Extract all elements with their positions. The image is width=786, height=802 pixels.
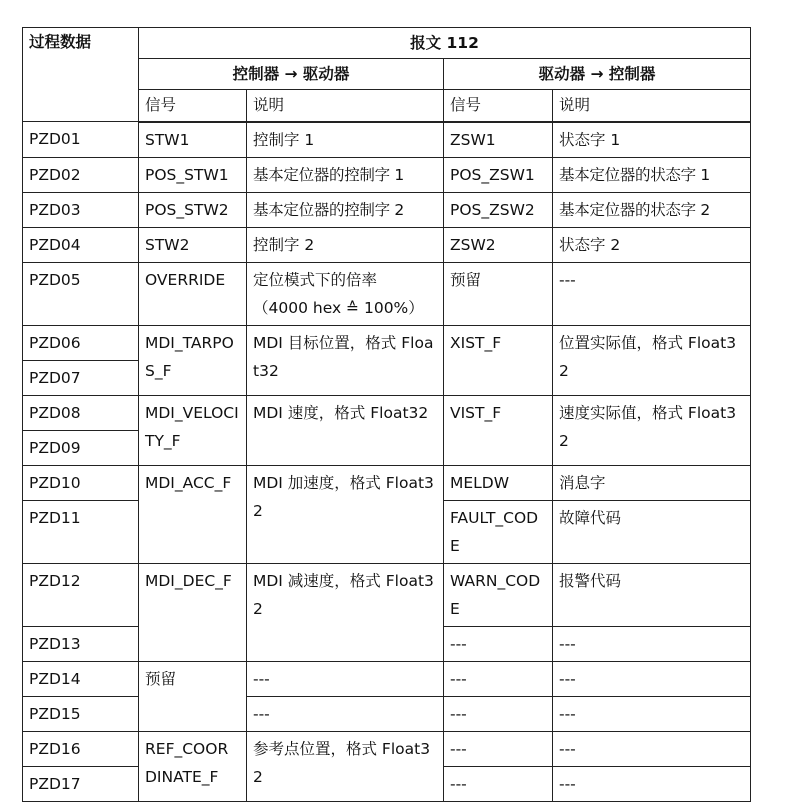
- table-row: [23, 563, 751, 626]
- description-out-cell: ---: [247, 696, 444, 731]
- table-row: [23, 157, 751, 192]
- signal-in-cell: ---: [444, 626, 553, 661]
- signal-in-cell: ZSW1: [444, 122, 553, 158]
- table-row: [23, 465, 751, 500]
- description-in-cell: 基本定位器的状态字 1: [553, 157, 751, 192]
- description-in-cell: 基本定位器的状态字 2: [553, 192, 751, 227]
- signal-header-in: 信号: [444, 90, 553, 122]
- pzd-cell: PZD17: [23, 766, 139, 801]
- description-in-cell: ---: [553, 262, 751, 325]
- table-row: [23, 325, 751, 360]
- description-in-cell: ---: [553, 766, 751, 801]
- signal-out-cell: MDI_ACC_F: [139, 465, 247, 563]
- table-row: [23, 122, 751, 158]
- description-out-cell: 基本定位器的控制字 1: [247, 157, 444, 192]
- pzd-cell: PZD10: [23, 465, 139, 500]
- signal-in-cell: XIST_F: [444, 325, 553, 395]
- description-in-cell: ---: [553, 696, 751, 731]
- table-row: [23, 192, 751, 227]
- description-in-cell: 状态字 1: [553, 122, 751, 158]
- controller-to-drive-header: 控制器 → 驱动器: [139, 59, 444, 90]
- signal-in-cell: ---: [444, 731, 553, 766]
- table-row: [23, 661, 751, 696]
- signal-out-cell: MDI_TARPOS_F: [139, 325, 247, 395]
- pzd-cell: PZD09: [23, 430, 139, 465]
- pzd-cell: PZD14: [23, 661, 139, 696]
- telegram-112-table: [22, 27, 751, 802]
- description-out-cell: 基本定位器的控制字 2: [247, 192, 444, 227]
- description-in-cell: 消息字: [553, 465, 751, 500]
- description-out-cell: 控制字 1: [247, 122, 444, 158]
- description-out-cell: 控制字 2: [247, 227, 444, 262]
- signal-in-cell: VIST_F: [444, 395, 553, 465]
- signal-out-cell: 预留: [139, 661, 247, 731]
- signal-in-cell: MELDW: [444, 465, 553, 500]
- header-row-1: [23, 28, 751, 59]
- description-out-cell: MDI 目标位置，格式 Float32: [247, 325, 444, 395]
- description-in-cell: ---: [553, 731, 751, 766]
- signal-in-cell: FAULT_CODE: [444, 500, 553, 563]
- signal-in-cell: 预留: [444, 262, 553, 325]
- process-data-header: 过程数据: [23, 28, 139, 122]
- signal-out-cell: OVERRIDE: [139, 262, 247, 325]
- description-header-in: 说明: [553, 90, 751, 122]
- table-row: [23, 696, 751, 731]
- drive-to-controller-header: 驱动器 → 控制器: [444, 59, 751, 90]
- description-in-cell: ---: [553, 626, 751, 661]
- telegram-title: 报文 112: [139, 28, 751, 59]
- pzd-cell: PZD08: [23, 395, 139, 430]
- description-header-out: 说明: [247, 90, 444, 122]
- pzd-cell: PZD02: [23, 157, 139, 192]
- pzd-cell: PZD03: [23, 192, 139, 227]
- signal-in-cell: ---: [444, 696, 553, 731]
- signal-in-cell: POS_ZSW1: [444, 157, 553, 192]
- description-in-cell: ---: [553, 661, 751, 696]
- description-out-cell: MDI 减速度，格式 Float32: [247, 563, 444, 661]
- signal-header-out: 信号: [139, 90, 247, 122]
- description-in-cell: 故障代码: [553, 500, 751, 563]
- table-row: [23, 731, 751, 766]
- pzd-cell: PZD04: [23, 227, 139, 262]
- description-out-cell: 定位模式下的倍率 （4000 hex ≙ 100%）: [247, 262, 444, 325]
- pzd-cell: PZD07: [23, 360, 139, 395]
- pzd-cell: PZD16: [23, 731, 139, 766]
- pzd-cell: PZD05: [23, 262, 139, 325]
- signal-in-cell: ---: [444, 766, 553, 801]
- description-in-cell: 位置实际值，格式 Float32: [553, 325, 751, 395]
- signal-out-cell: MDI_DEC_F: [139, 563, 247, 661]
- pzd-cell: PZD15: [23, 696, 139, 731]
- signal-out-cell: STW2: [139, 227, 247, 262]
- signal-out-cell: STW1: [139, 122, 247, 158]
- pzd-cell: PZD13: [23, 626, 139, 661]
- description-out-cell: MDI 速度，格式 Float32: [247, 395, 444, 465]
- description-in-cell: 状态字 2: [553, 227, 751, 262]
- signal-out-cell: POS_STW2: [139, 192, 247, 227]
- signal-in-cell: ---: [444, 661, 553, 696]
- description-out-cell: 参考点位置，格式 Float32: [247, 731, 444, 801]
- table-row: [23, 227, 751, 262]
- signal-out-cell: MDI_VELOCITY_F: [139, 395, 247, 465]
- signal-in-cell: WARN_CODE: [444, 563, 553, 626]
- signal-out-cell: REF_COORDINATE_F: [139, 731, 247, 801]
- pzd-cell: PZD12: [23, 563, 139, 626]
- description-in-cell: 速度实际值，格式 Float32: [553, 395, 751, 465]
- pzd-cell: PZD06: [23, 325, 139, 360]
- signal-out-cell: POS_STW1: [139, 157, 247, 192]
- pzd-cell: PZD01: [23, 122, 139, 158]
- description-out-cell: ---: [247, 661, 444, 696]
- table-row: [23, 395, 751, 430]
- signal-in-cell: ZSW2: [444, 227, 553, 262]
- pzd-cell: PZD11: [23, 500, 139, 563]
- signal-in-cell: POS_ZSW2: [444, 192, 553, 227]
- description-out-cell: MDI 加速度，格式 Float32: [247, 465, 444, 563]
- description-in-cell: 报警代码: [553, 563, 751, 626]
- table-row: [23, 262, 751, 325]
